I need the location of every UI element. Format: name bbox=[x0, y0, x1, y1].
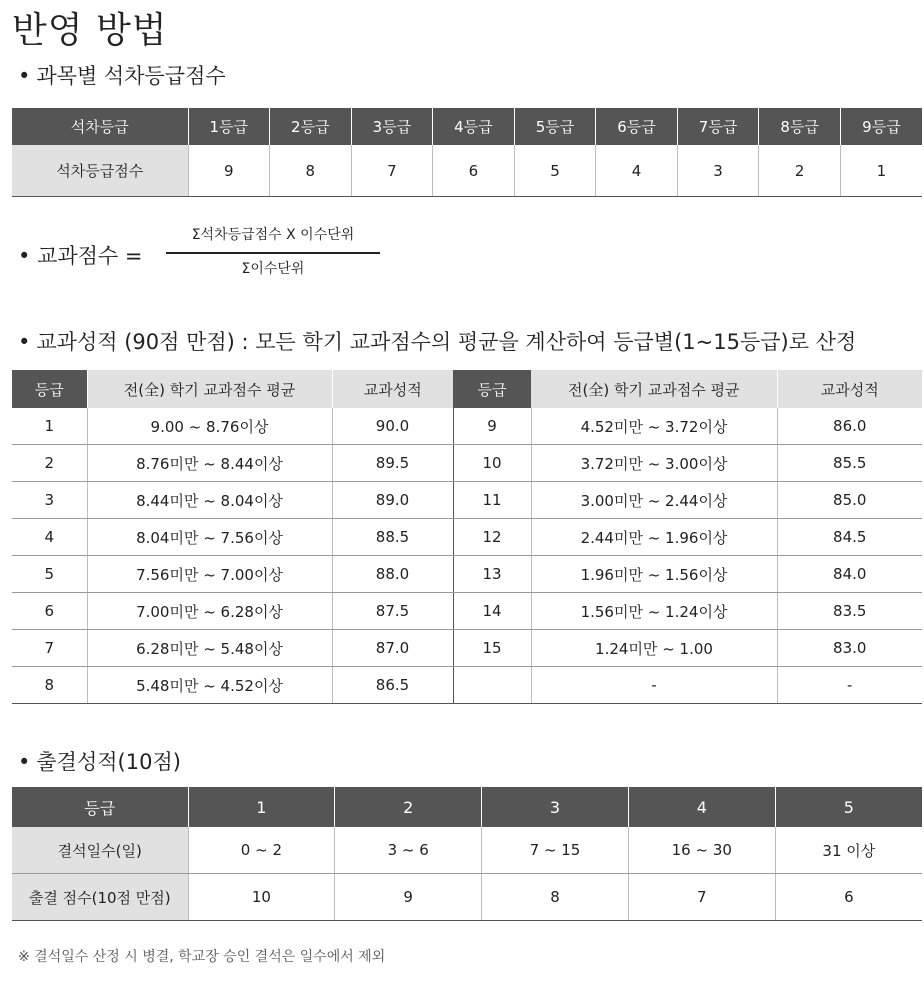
section2-heading bbox=[18, 326, 856, 356]
header-cell: 8등급 bbox=[759, 108, 841, 145]
table-cell: 7.00미만 ~ 6.28이상 bbox=[87, 593, 332, 630]
table-cell: - bbox=[777, 667, 922, 704]
fraction-bar bbox=[166, 252, 380, 254]
table-cell: 1.24미만 ~ 1.00 bbox=[531, 630, 777, 667]
header-cell: 석차등급 bbox=[12, 108, 188, 145]
attendance-table bbox=[12, 787, 922, 921]
table-row bbox=[12, 667, 922, 704]
table-cell: 6 bbox=[775, 874, 922, 921]
table-cell: 8.04미만 ~ 7.56이상 bbox=[87, 519, 332, 556]
grade-score-header-row bbox=[12, 108, 922, 145]
table-cell: 84.5 bbox=[777, 519, 922, 556]
table-cell: 7 ~ 15 bbox=[482, 827, 629, 874]
table-cell: 2.44미만 ~ 1.96이상 bbox=[531, 519, 777, 556]
table-row bbox=[12, 519, 922, 556]
table-cell bbox=[453, 667, 531, 704]
table-cell: 13 bbox=[453, 556, 531, 593]
table-cell: 3.72미만 ~ 3.00이상 bbox=[531, 445, 777, 482]
table-cell: 87.5 bbox=[332, 593, 453, 630]
table-cell: 3 ~ 6 bbox=[335, 827, 482, 874]
grade-score-row bbox=[12, 145, 922, 197]
header-cell: 2등급 bbox=[270, 108, 352, 145]
header-cell: 2 bbox=[335, 787, 482, 827]
section1-heading bbox=[18, 60, 226, 90]
header-cell: 3등급 bbox=[351, 108, 433, 145]
table-cell: 86.5 bbox=[332, 667, 453, 704]
table-cell: 9 bbox=[335, 874, 482, 921]
header-cell: 1 bbox=[188, 787, 335, 827]
subject-score-formula bbox=[18, 224, 418, 284]
header-cell: 3 bbox=[482, 787, 629, 827]
table-cell: 3 bbox=[12, 482, 87, 519]
table-row bbox=[12, 482, 922, 519]
table-cell: 83.5 bbox=[777, 593, 922, 630]
table-cell: 9.00 ~ 8.76이상 bbox=[87, 408, 332, 445]
table-row bbox=[12, 445, 922, 482]
table-row bbox=[12, 556, 922, 593]
table-cell: 5 bbox=[514, 145, 596, 197]
bullet: • bbox=[18, 64, 31, 88]
page-title: 반영 방법 bbox=[12, 10, 168, 51]
table-cell: 86.0 bbox=[777, 408, 922, 445]
table-cell: 15 bbox=[453, 630, 531, 667]
table-cell: 89.5 bbox=[332, 445, 453, 482]
table-cell: 10 bbox=[188, 874, 335, 921]
table-cell: 4 bbox=[596, 145, 678, 197]
bullet: • bbox=[18, 330, 31, 354]
table-cell: 1.96미만 ~ 1.56이상 bbox=[531, 556, 777, 593]
table-cell: 16 ~ 30 bbox=[628, 827, 775, 874]
bullet: • bbox=[18, 750, 31, 774]
table-cell: 1 bbox=[12, 408, 87, 445]
header-cell: 4등급 bbox=[433, 108, 515, 145]
table-cell: 89.0 bbox=[332, 482, 453, 519]
table-cell: 7 bbox=[351, 145, 433, 197]
table-cell: 8 bbox=[12, 667, 87, 704]
table-cell: 7.56미만 ~ 7.00이상 bbox=[87, 556, 332, 593]
table-cell: 5 bbox=[12, 556, 87, 593]
table-row bbox=[12, 630, 922, 667]
section3-heading-text: 출결성적(10점) bbox=[36, 750, 181, 774]
attendance-absence-row bbox=[12, 827, 922, 874]
header-cell: 1등급 bbox=[188, 108, 270, 145]
header-cell: 5등급 bbox=[514, 108, 596, 145]
table-cell: 8.44미만 ~ 8.04이상 bbox=[87, 482, 332, 519]
table-cell: 4.52미만 ~ 3.72이상 bbox=[531, 408, 777, 445]
table-cell: 5.48미만 ~ 4.52이상 bbox=[87, 667, 332, 704]
section3-heading bbox=[18, 746, 181, 776]
table-cell: 85.5 bbox=[777, 445, 922, 482]
table-cell: 1 bbox=[840, 145, 922, 197]
table-cell: 8 bbox=[270, 145, 352, 197]
bullet: • bbox=[18, 244, 31, 268]
formula-numerator: Σ석차등급점수 X 이수단위 bbox=[191, 227, 355, 243]
header-cell: 9등급 bbox=[840, 108, 922, 145]
table-cell: 6.28미만 ~ 5.48이상 bbox=[87, 630, 332, 667]
table-cell: 8.76미만 ~ 8.44이상 bbox=[87, 445, 332, 482]
table-cell: 8 bbox=[482, 874, 629, 921]
row-label: 결석일수(일) bbox=[12, 827, 188, 874]
section1-heading-text: 과목별 석차등급점수 bbox=[36, 64, 226, 88]
row-label: 출결 점수(10점 만점) bbox=[12, 874, 188, 921]
table-cell: 88.5 bbox=[332, 519, 453, 556]
table-cell: - bbox=[531, 667, 777, 704]
table-cell: 90.0 bbox=[332, 408, 453, 445]
table-cell: 0 ~ 2 bbox=[188, 827, 335, 874]
table-cell: 6 bbox=[433, 145, 515, 197]
table-cell: 1.56미만 ~ 1.24이상 bbox=[531, 593, 777, 630]
header-cell: 4 bbox=[628, 787, 775, 827]
table-cell: 3.00미만 ~ 2.44이상 bbox=[531, 482, 777, 519]
table-cell: 10 bbox=[453, 445, 531, 482]
table-cell: 6 bbox=[12, 593, 87, 630]
header-cell: 6등급 bbox=[596, 108, 678, 145]
table-cell: 85.0 bbox=[777, 482, 922, 519]
table-cell: 9 bbox=[453, 408, 531, 445]
formula-label-text: 교과점수 = bbox=[37, 244, 143, 268]
grade-score-table bbox=[12, 108, 922, 197]
footnote: ※ 결석일수 산정 시 병결, 학교장 승인 결석은 일수에서 제외 bbox=[18, 949, 386, 965]
header-cell: 7등급 bbox=[677, 108, 759, 145]
table-cell: 4 bbox=[12, 519, 87, 556]
subject-grade-table bbox=[12, 370, 922, 704]
table-cell: 88.0 bbox=[332, 556, 453, 593]
header-cell: 전(全) 학기 교과점수 평균 bbox=[531, 370, 777, 408]
table-cell: 7 bbox=[628, 874, 775, 921]
formula-denominator: Σ이수단위 bbox=[241, 261, 305, 277]
table-row bbox=[12, 593, 922, 630]
header-cell: 등급 bbox=[12, 370, 87, 408]
header-cell: 전(全) 학기 교과점수 평균 bbox=[87, 370, 332, 408]
header-cell: 등급 bbox=[453, 370, 531, 408]
table-cell: 12 bbox=[453, 519, 531, 556]
table-row bbox=[12, 408, 922, 445]
subject-grade-header-row bbox=[12, 370, 922, 408]
table-cell: 3 bbox=[677, 145, 759, 197]
attendance-header-row bbox=[12, 787, 922, 827]
table-cell: 7 bbox=[12, 630, 87, 667]
table-cell: 31 이상 bbox=[775, 827, 922, 874]
table-cell: 83.0 bbox=[777, 630, 922, 667]
table-cell: 11 bbox=[453, 482, 531, 519]
header-cell: 5 bbox=[775, 787, 922, 827]
attendance-score-row bbox=[12, 874, 922, 921]
header-cell: 등급 bbox=[12, 787, 188, 827]
header-cell: 교과성적 bbox=[777, 370, 922, 408]
formula-label bbox=[18, 240, 143, 270]
table-cell: 2 bbox=[759, 145, 841, 197]
header-cell: 교과성적 bbox=[332, 370, 453, 408]
table-cell: 87.0 bbox=[332, 630, 453, 667]
table-cell: 2 bbox=[12, 445, 87, 482]
table-cell: 9 bbox=[188, 145, 270, 197]
table-cell: 14 bbox=[453, 593, 531, 630]
row-label: 석차등급점수 bbox=[12, 145, 188, 197]
section2-heading-text: 교과성적 (90점 만점) : 모든 학기 교과점수의 평균을 계산하여 등급별(1~15등급)로 산정 bbox=[36, 330, 857, 354]
table-cell: 84.0 bbox=[777, 556, 922, 593]
